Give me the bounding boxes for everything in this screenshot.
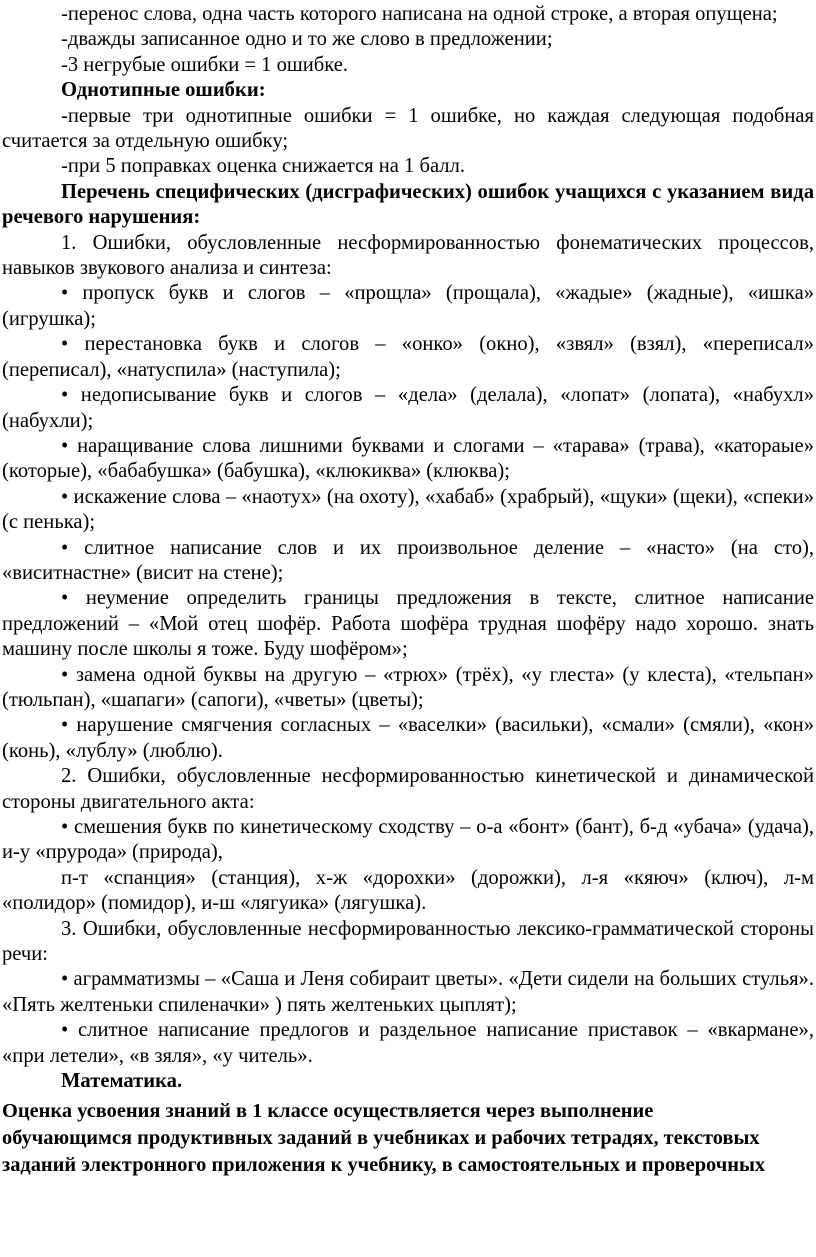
section-phonemic-errors: 1. Ошибки, обусловленные несформированностью фонематических процессов, навыков звукового анализа и синтеза: (2, 231, 814, 280)
list-item-incomplete-writing: • недописывание букв и слогов – «дела» (делала), «лопат» (лопата), «набухл» (набухли); (2, 384, 814, 432)
list-item-merged-writing: • слитное написание слов и их произвольное деление – «насто» (на сто), «виситнастне» (висит на стене); (2, 536, 814, 584)
heading-dysgraphic-errors: Перечень специфических (дисграфических) ошибок учащихся с указанием вида речевого нарушения: (2, 180, 814, 229)
paragraph-kinetic-examples: п-т «спанция» (станция), х-ж «дорохки» (дорожки), л-я «кяюч» (ключ), л-м «полидор» (помидор), и-ш «лягуика» (лягушка). (2, 866, 814, 915)
heading-same-type-errors: Однотипные ошибки: (61, 79, 266, 102)
list-item-permutation: • перестановка букв и слогов – «онко» (окно), «звял» (взял), «переписал» (переписал), «натуспила» (наступила); (2, 333, 814, 381)
text-line: Оценка усвоения знаний в 1 классе осуществляется через выполнение (2, 1100, 654, 1123)
list-item-omission: • пропуск букв и слогов – «прощла» (прощала), «жадые» (жадные), «ишка» (игрушка); (2, 282, 814, 330)
paragraph-minor-errors: -3 негрубые ошибки = 1 ошибке. (61, 53, 349, 76)
paragraph-double-word-error: -дважды записанное одно и то же слово в предложении; (61, 28, 553, 51)
list-item-word-distortion: • искажение слова – «наотух» (на охоту), «хабаб» (храбрый), «щуки» (щеки), «спеки» (с пенька); (2, 485, 814, 534)
list-item-softening: • нарушение смягчения согласных – «васелки» (васильки), «смали» (смяли), «кон» (конь), «лублу» (люблю). (2, 714, 814, 762)
list-item-extra-letters: • наращивание слова лишними буквами и слогами – «тарава» (трава), «катораые» (которые), «бабабушка» (бабушка), «клюкиква» (клюква); (2, 434, 814, 483)
paragraph-corrections-rule: -при 5 поправках оценка снижается на 1 балл. (61, 155, 465, 178)
list-item-agrammatism: • аграмматизмы – «Саша и Леня собираит цветы». «Дети сидели на больших стулья». «Пять желтеньки спиленачки» ) пять желтеньких цыплят); (2, 968, 814, 1016)
text-line: заданий электронного приложения к учебнику, в самостоятельных и проверочных (2, 1153, 766, 1176)
list-item-prepositions-prefixes: • слитное написание предлогов и раздельное написание приставок – «вкармане», «при летели», «в зяля», «у читель». (2, 1019, 814, 1067)
text-line: обучающимся продуктивных заданий в учебниках и рабочих тетрадях, текстовых (2, 1127, 760, 1150)
list-item-kinetic-mixing: • смешения букв по кинетическому сходству – о-а «бонт» (бант), б-д «убача» (удача), и-у «прурода» (природа), (2, 816, 814, 864)
list-item-sentence-boundaries: • неумение определить границы предложения в тексте, слитное написание предложений – «Мой отец шофёр. Работа шофёра трудная шофёру надо хорошо. знать машину после школы я тоже. Буду шофёром»; (2, 587, 814, 661)
paragraph-same-type-rule: -первые три однотипные ошибки = 1 ошибке, но каждая следующая подобная считается за отдельную ошибку; (2, 104, 814, 153)
section-lexical-grammar-errors: 3. Ошибки, обусловленные несформированностью лексико-грамматической стороны речи: (2, 917, 814, 966)
heading-mathematics: Математика. (61, 1070, 183, 1093)
paragraph-hyphenation-error: -перенос слова, одна часть которого написана на одной строке, а вторая опущена; (61, 3, 778, 25)
paragraph-grade1-assessment (2, 1098, 814, 1178)
list-item-letter-substitution: • замена одной буквы на другую – «трюх» (трёх), «у глеста» (у клеста), «тельпан» (тюльпан), «шапаги» (сапоги), «чветы» (цветы); (2, 663, 814, 711)
section-kinetic-errors: 2. Ошибки, обусловленные несформированностью кинетической и динамической стороны двигательного акта: (2, 765, 814, 813)
